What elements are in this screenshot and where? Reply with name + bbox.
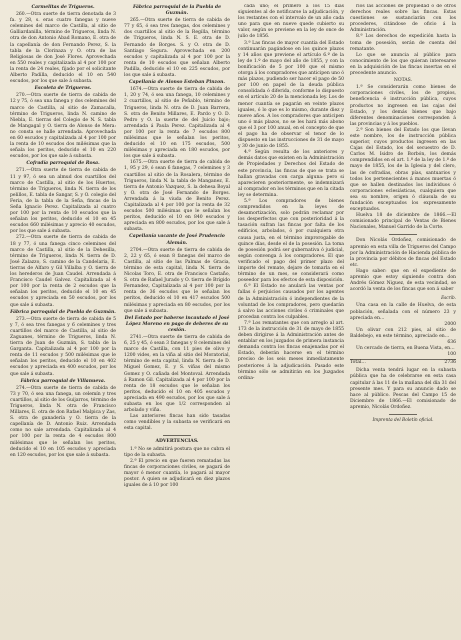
property-ledger [350,303,456,366]
paragraph: 1675.—Otra suerte de tierra de cabida de 1, 95 y 29, ó sean 6 fanegas, 7 celemines y 3 cuartillos al sitio de la Rosalera, término de Trigueros, linda N. la tabla de Manganez, E. tierra de Antonio Vazquez, S. la dehesa Boyal y O. otra de José Fernando de Borges. Arrendada á la viuda de Benito Perez. Capitalizada al 4 por 100 por la renta de 32 escudos 500 milésimas que le señalan los peritos, deducido el 10 en 840 escudos y apreciada en 800 escudos, por los que sale á subasta. [124,160,230,233]
paragraph: 7.ª Los rematantes que con arreglo al art. 173 de la instrucción de 31 de mayo de 1855 deben dirigirse á la Administración antes de entablar en los juzgados de primera instancia demanda contra los fincas enajenadas por el Estado, deberán hacerse en el término preciso de los seis meses inmediatamente posteriores á la adjudicación. Pasado este término sólo se admitirán en los Juzgados ordina- [238,320,344,381]
section-heading: Fábrica parroquial de Villanueva. [20,378,106,384]
notas-heading: NOTAS. [393,78,413,84]
section-heading: Capellanía vacante de José Prudencio Alemán. [129,234,225,246]
paragraph: 3.ª Las fincas de mayor cuantía del Estado continuarán pagándose en los quince plazos y 14 años que previene el artículo 6.º de la ley de 1.º de mayo del año de 1855, y con la bonificación de 5 por 100 que el mismo otorga á los compradores que anticipen uno ó más plazos, pudiendo ser hacer el pago de 50 por 100 en papel de la deuda pública consolidada ó diferida, conforme lo dispuesto en el artículo 20 de la mencionada ley. Los de menor cuantía se pagarán en veinte plazos iguales, ó lo que es lo mismo, durante diez y nueve años. A los compradores que anticipen uno ó más plazos, no se les hará más abono que el 3 por 100 anual, en el concepto de que el pago ha de observar el tenor de lo dispuesto en las instrucciones de 31 de mayo y 30 de junio de 1855. [238,40,344,150]
section-heading: Del Estado por haberse incautado el José López Moreno en pago de deberes de su cesión. [124,315,230,333]
column-2 [124,4,230,636]
section-heading: Carmelitas de Trigueros. [31,5,95,10]
advertencias-heading: ADVERTENCIAS. [155,439,199,445]
section-heading: Cofradía parroquial de Rosa. [26,161,100,167]
section-heading: Capellanía de Alonso Esteban Pinzon. [128,80,225,86]
paragraph: 2704.—Otra suerte de tierra de cabida de 2, 22 y 65, ó sean 8 fanegas del marco de Castilla, al sitio de las Palmas de Gracia, término de esta capital, linda N. tierra de Nicolas Toro, E. otra de Francisco Castaño, S. otra de Rafael Jurado y O. tierra de Brígido Fernandez, Capitalizada al 4 por 100 por la renta de 36 escudos que le señalan los peritos, deducido el 10 en 417 escudos 500 milésimas y apreciada en 80 escudos, por los que sale á subasta. [124,247,230,314]
ledger-item: Un cercado de tierra, en Buena Vista, en… [356,346,455,352]
paragraph: 273.—Otra suerte de tierra de cabida de 5 y 7, ó sea tres fanegas y 6 celemines y tres cuartillos del marco de Castilla, al sitio de Zaguanes, término de Trigueros, linda N. tierra de Juan de Guzmán, S. tabla de la Garganta. Capitalizada al 4 por 100 por la renta de 11 escudos y 500 milésimas que le señalan los peritos, deducido el 10 en 402 escudos y apreciada en 400 escudos, por los que sale á subasta. [10,316,116,377]
ledger-total-value: 2736 [444,360,456,366]
divider [389,234,417,235]
paragraph: rios las acciones de propiedad ó de otros derechos reales sobre las fincas. Estas cuestiones se sustanciarán con los procederes, citándose de oficio á la Administración. [350,4,456,34]
printer-footer: Imprenta del Boletín oficial. [372,418,434,423]
divider [163,435,191,436]
paragraph: Dicha venta tendrá lugar en la subasta pública que ha de celebrarse en esta casa capitular á las 11 de la mañana del día 31 del presente mes. Y para su anuncio dado se hace al público. Pescas del Campo 15 de Diciembre de 1866.—El comisionado de apremio, Nicolás Ordoñez. [350,368,456,410]
ledger-value-row [350,352,456,358]
paragraph: Huelva 18 de diciembre de 1866.—El comisionado principal de Ventas de Bienes Nacionales, Manuel Garrido de la Corte. [350,213,456,231]
paragraph: Hago saber: que en el expediente de apremio que estoy siguiendo contra don Andrés Gómez Niguez, de esta vecindad, se acordó la venta de los fincas que son á saber [350,268,456,293]
paragraph: 4.ª Según resulta de los anteriores y demás datos que existen en la Administración de Propiedades y Derechos del Estado de este provincia, las fincas de que se trata se hallan gravadas con carga alguna: pero si aparecieren posteriormente, se indemnizará al comprador en los términos que en la citada ley se determina. [238,150,344,198]
paragraph: 2741.—Otra suerte de tierra de cabida de 6, 25 y 45, ó sean 3 fanegas y 8 celemines del marco de Castilla, con 11 pies de olivo y 1200 vides, en la viña al sitio del Moratorial, término de esta capital, linda N. tierra de D. Miguel Gomez, E. y S. viñas del mismo Gomez y O. cañada del Montoval. Arrendada á Ramon Gil. Capitalizada al 4 por 100 por la renta de 18 escudos que le señalan los peritos, deducido el 10 en 405 escudos y apreciada en 490 escudos, por los que sale á subasta en los que 1/2 corresponden al arbolado y viña. [124,334,230,414]
paragraph: 1.ª No se admitirá postura que no cubra el tipo de la subasta. [124,446,230,458]
paragraph: 265.—Otra suerte de tierra de cabida de 77 y 65, ó sea tres fanegas, dos celemines y dos cuartillos al sitio de la Regilla, término de Trigueros, linda N. S. E. otra de D. Fernando de Borges. S. y O. otra de D. Santiago Segura. Aprovechada en 200 escudos y capitalizada al 4 por 100 por la renta de 10 escudos que señalan Alberto Padilla, deducido el 10 en 225 escudos, por los que sale á subasta. [124,18,230,79]
signature-mark: Escrib. [441,295,456,301]
ledger-value: 2000 [444,321,456,327]
paragraph: 274.—Otra suerte de tierra de cabida de 73 y 70, ó sea una fanega, un celemín y tres cuartillos, al sitio de los Guijarros, término de Trigueros, linda N. otra de Francisco Millares, E. otra de don Rafael Malpica y Zas, S. otra de ganadería y O. tierra de la capellanía de D. Antonio Ruiz. Arrendada como no sale arrendada. Capitalizada al 4 por 100 por la renta de 4 escudos 800 milésimas que le señalan los peritos, deducido el 10 en 105 escudos y apreciada en 120 escudos, por los que sale á subasta. [10,385,116,458]
ledger-total-row [350,359,456,366]
paragraph: 1674.—Otra suerte de tierra de cabida de 1, 20 y 74, ó sea una fanega, 10 celemines y 2 cuartillos, al sitio de Peñablo, término de Trigueros, linda N. otra de D. Juan Barrera, S. otra de Benito Millares, E. Pardo y O. D. Pedro y O. la suerte de del Juicio bajo; arrendada á Paula Perez. Capitalizada al 4 por 100 por la renta de 7 escudos 800 milésimas que le señalan los peritos, deducido el 10 en 175 escudos, 500 milésimas y apreciada en 180 escudos, por los que sale á subasta. [124,87,230,160]
ledger-item: Un olivar con 212 pies, al sitio de Baldebejo, en este término, apreciado en… [350,327,456,339]
paragraph: 2.ª Son bienes del Estado los que llevan este nombre, los de instrucción pública superior, cuyos productos ingresen en las Cajas del Estado, los del secuestro de D. Carlos M. Isidro de Borbón, los demás comprendidos en el art. 1.º de la ley de 1.º de mayo de 1855, los de la Iglesia y del clero, las de cofradías, obras pías, santuarios y todos los pertenecientes á manos muertas ó que se hallen destinados los individuos ó corporaciones eclesiásticas, cualquiera que sea su nombre, origen ó cláusula de su fundación exceptuados los expresamente exceptuados. [350,127,456,213]
ledger-value: 100 [447,352,456,358]
paragraph: 271.—Otra suerte de tierra de cabida de 11 y 97, ó sea un almud dos cuartillos del marco de Castilla, al sitio de los Huertos, término de Trigueros, linda N. tierra de los pelillos, E. tabla de Sangar, S. y O. colegio del Feria, de la tabla de la Seña, fincas de la Seña Ignacio Perez. Capitalizada al cuatro por 100 por la renta de 10 escudos que la señalan los peritos, deducido el 10 en 45 escudos 660 milésimas y aprecio 40 escudos, por los que sale á subasta. [10,168,116,235]
paragraph: cada uno; el primero á los 15 días siguientes al de notificarse la adjudicación, y los restantes con el intervalo de un año cada uno para que en nueve quede cubierto su valor, según se previene en la ley de once de julio de 1856. [238,4,344,40]
paragraph: 1.ª Se considerarán como bienes de corporaciones civiles, los de propios, beneficencia é instrucción pública, cuyos productos no ingresen en las cajas del Estado, y los demás bienes que bajo diferentes denominaciones corresponden á las provincias y á los pueblos. [350,85,456,127]
paragraph: 6.ª El Estado no anulará las ventas por fallas ó perjuicios causados por los agentes de la Administración ó independientes de la voluntad de los compradores, pero quedarán á salvo las acciones civiles ó criminales que procedan contra los culpables. [238,284,344,320]
divider [389,414,417,415]
paragraph: 2.ª El precio en que fueren rematadas las fincas de corporaciones civiles, se pagará de mayor ó menor cuantía, lo pagará al mayor postor. A quien se adjudicará en diez plazos iguales de á 10 por 100 [124,458,230,489]
section-heading: Fábrica parroquial de la Puebla de Guzmán. [133,5,221,17]
column-4 [350,4,456,636]
paragraph: 5.ª Los compradores de bienes comprendidos en la leyes de desamortización, solo podrán reclamar por los desperfectos que con posterioridad á la tasación sufran las fincas por falta de los edificios, arbolados, ó por cualquiera otra causa justa, en el término improrogable de quince días, desde el de la posesión. La toma de posesión podrá ser gubernativa ó judicial, según convenga á los compradores. El que verificado el pago del primer plazo del importe del remate, dejare de tomarla en el término de un mes, se considerará como poseedor para los efectos de esta disposición. [238,199,344,284]
paragraph: 272.—Otra suerte de tierra de cabida de 18 y 77, ó una fanega cinco celemines del marco de Castilla, al sitio de la Dehesilla, término de Trigueros, linda N. tierra de D. José Zalazzo, S. camino de la Candelaria, E. tierras de Alfaro y Gil Villalba y O. tierra de los herederos de Juan Caudel. Arrendada á Francisco Caudel Galvez. Capitalizada al 4 por 100 por la renta de 2 escudos que la señalan los peritos, deducido el 10 en 45 escudos y apreciada en 50 escudos, por los que sale á subasta. [10,235,116,308]
section-heading: Fábrica parroquial de Puebla de Guzmán. [10,309,116,315]
paragraph: 8.ª Los derechos de expedición hasta la toma de posesión, serán de cuenta del rematante. [350,34,456,52]
ledger-value: 636 [447,339,456,345]
paragraph: Las anteriores fincas han sido tasadas como vendibles y la subasta se verificará en esta capital. [124,414,230,432]
section-heading: Escoleta de Trigueros. [34,86,92,92]
paragraph: 260.—Otra suerte de tierra denotada de 3 fa. y 28, s. eras cuatro fanegas y nueve celemines del marco de Castilla, al sitio de Galliardanilla, término de Trigueros, linda N. otra de don Antonio Abad Romano, E. otra de la capellanía de don Fernando Perez, S. la tabla de la Clorinaza y O. otra de las Religiosas de don José Flores. Aprovechada en 550 reales y capitalizada al 4 por 100 por la renta de 24 reales, fijado por el solicitante Alberto Padilla, deducido el 10 en 540 escudos, por los que sale á subasta. [10,12,116,85]
ledger-total-label: Total… [350,360,366,366]
column-1 [10,4,116,636]
paragraph: Don Nicolás Ordoñez, comisionado de apremio en esta villa de Trigueros del Campo por la Administración de Hacienda pública de la provincia por débitos de fincas del Estado etc. [350,238,456,268]
paragraph: 270.—Otra suerte de tierra de cabida de 12 y 75, ó sea una fanega y dos celemines del marco de Castilla, al sitio de Zamacalla, término de Trigueros, linda N. camino de Niebla, E. tierras del Colegio de N. S. tabla de Mangagal y O. tierra de Alonso de Mera: no consta se halle arrendada. Aprovechada en 60 escudos y capitalizada al 4 por 100 por la renta de 10 escudos dos milésimas que la señala los peritos, deducido el 10 en 220 escudos, por los que sale á subasta. [10,93,116,160]
column-3 [238,4,344,636]
ledger-item: Una casa en la calle de Huelva, de esta población, señalada con el número 23 y apreciada en… [350,303,456,321]
paragraph: Lo que se anuncia al público para conocimiento de los que quieran interesarse en la adquisición de las fincas insertas en el precedente anuncio. [350,52,456,77]
